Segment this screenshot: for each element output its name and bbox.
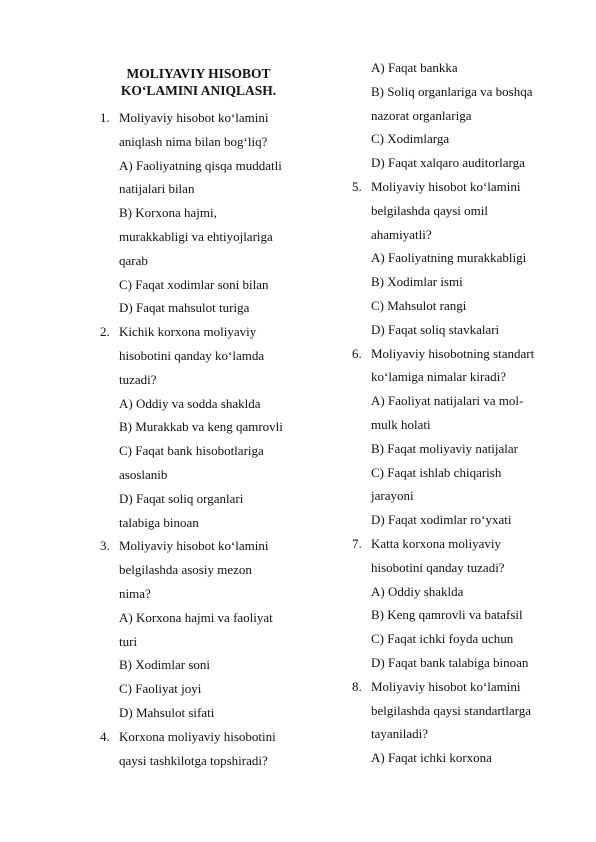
answer-option-line: A) Faqat bankka [371,60,458,75]
answer-option-line: B) Soliq organlariga va boshqa [371,83,533,99]
question-number: 2. [100,324,110,340]
document-title [96,65,301,99]
answer-option-line: D) Faqat mahsulot turiga [119,300,250,316]
answer-option-line: C) Faqat xodimlar soni bilan [119,276,269,292]
answer-option-line: B) Xodimlar ismi [371,274,463,290]
answer-option-line: A) Faoliyatning murakkabligi [371,250,527,266]
question-text-line: Moliyaviy hisobot ko‘lamini [371,179,521,194]
question-text-line: tayaniladi? [371,726,429,742]
answer-option-line: qarab [119,252,148,268]
answer-option-line: B) Xodimlar soni [119,657,210,673]
question-text-line: ahamiyatli? [371,226,432,242]
title-line-1: MOLIYAVIY HISOBOT [126,66,271,81]
question-text-line: Moliyaviy hisobot ko‘lamini [371,678,521,694]
answer-option-line: C) Faqat bank hisobotlariga [119,443,264,459]
answer-option-line: jarayoni [371,488,414,504]
answer-option-line: D) Faqat soliq organlari [119,490,244,506]
title-line-2: KO‘LAMINI ANIQLASH. [120,83,277,98]
question-number: 3. [100,538,110,554]
answer-option-line: talabiga binoan [119,514,199,530]
question-number: 1. [100,110,110,125]
question-number: 4. [100,728,110,744]
answer-option-line: D) Mahsulot sifati [119,705,215,720]
answer-option-line: nazorat organlariga [371,107,472,123]
answer-option-line: mulk holati [371,417,431,432]
answer-option-line: A) Oddiy va sodda shaklda [119,395,261,411]
question-text-line: Moliyaviy hisobot ko‘lamini [119,110,269,125]
question-number: 8. [352,678,362,694]
answer-option-line: D) Faqat xalqaro auditorlarga [371,155,525,171]
question-text-line: qaysi tashkilotga topshiradi? [119,752,268,768]
question-text-line: hisobotini qanday tuzadi? [371,559,505,575]
answer-option-line: C) Faoliyat joyi [119,681,202,697]
question-text-line: belgilashda qaysi omil [371,202,488,218]
answer-option-line: A) Faoliyatning qisqa muddatli [119,157,282,173]
answer-option-line: A) Faoliyat natijalari va mol- [371,393,524,409]
answer-option-line: B) Faqat moliyaviy natijalar [371,440,518,456]
question-text-line: ko‘lamiga nimalar kiradi? [371,369,507,385]
question-number: 7. [352,536,362,551]
answer-option-line: C) Xodimlarga [371,131,450,147]
question-text-line: hisobotini qanday ko‘lamda [119,348,265,363]
answer-option-line: murakkabligi va ehtiyojlariga [119,229,273,244]
question-text-line: Katta korxona moliyaviy [371,536,501,551]
answer-option-line: C) Mahsulot rangi [371,298,467,313]
question-number: 6. [352,345,362,361]
question-text-line: belgilashda qaysi standartlarga [371,702,532,718]
answer-option-line: asoslanib [119,467,168,482]
answer-option-line: D) Faqat xodimlar ro‘yxati [371,512,512,528]
answer-option-line: D) Faqat bank talabiga binoan [371,655,529,670]
question-text-line: belgilashda asosiy mezon [119,562,252,578]
answer-option-line: B) Keng qamrovli va batafsil [371,607,523,623]
question-text-line: Moliyaviy hisobot ko‘lamini [119,538,269,554]
question-number: 5. [352,179,362,194]
answer-option-line: D) Faqat soliq stavkalari [371,321,500,337]
question-text-line: Kichik korxona moliyaviy [119,324,257,340]
answer-option-line: A) Korxona hajmi va faoliyat [119,609,273,625]
answer-option-line: natijalari bilan [119,181,195,197]
answer-option-line: B) Murakkab va keng qamrovli [119,419,283,435]
question-text-line: Korxona moliyaviy hisobotini [119,728,276,744]
answer-option-line: C) Faqat ishlab chiqarish [371,464,502,480]
question-text-line: aniqlash nima bilan bog‘liq? [119,133,268,149]
answer-option-line: A) Oddiy shaklda [371,583,464,599]
answer-option-line: C) Faqat ichki foyda uchun [371,631,514,647]
answer-option-line: turi [119,633,138,649]
question-text-line: tuzadi? [119,371,157,387]
answer-option-line: A) Faqat ichki korxona [371,750,492,766]
question-text-line: nima? [119,586,151,601]
answer-option-line: B) Korxona hajmi, [119,205,217,221]
question-text-line: Moliyaviy hisobotning standart [371,345,535,361]
